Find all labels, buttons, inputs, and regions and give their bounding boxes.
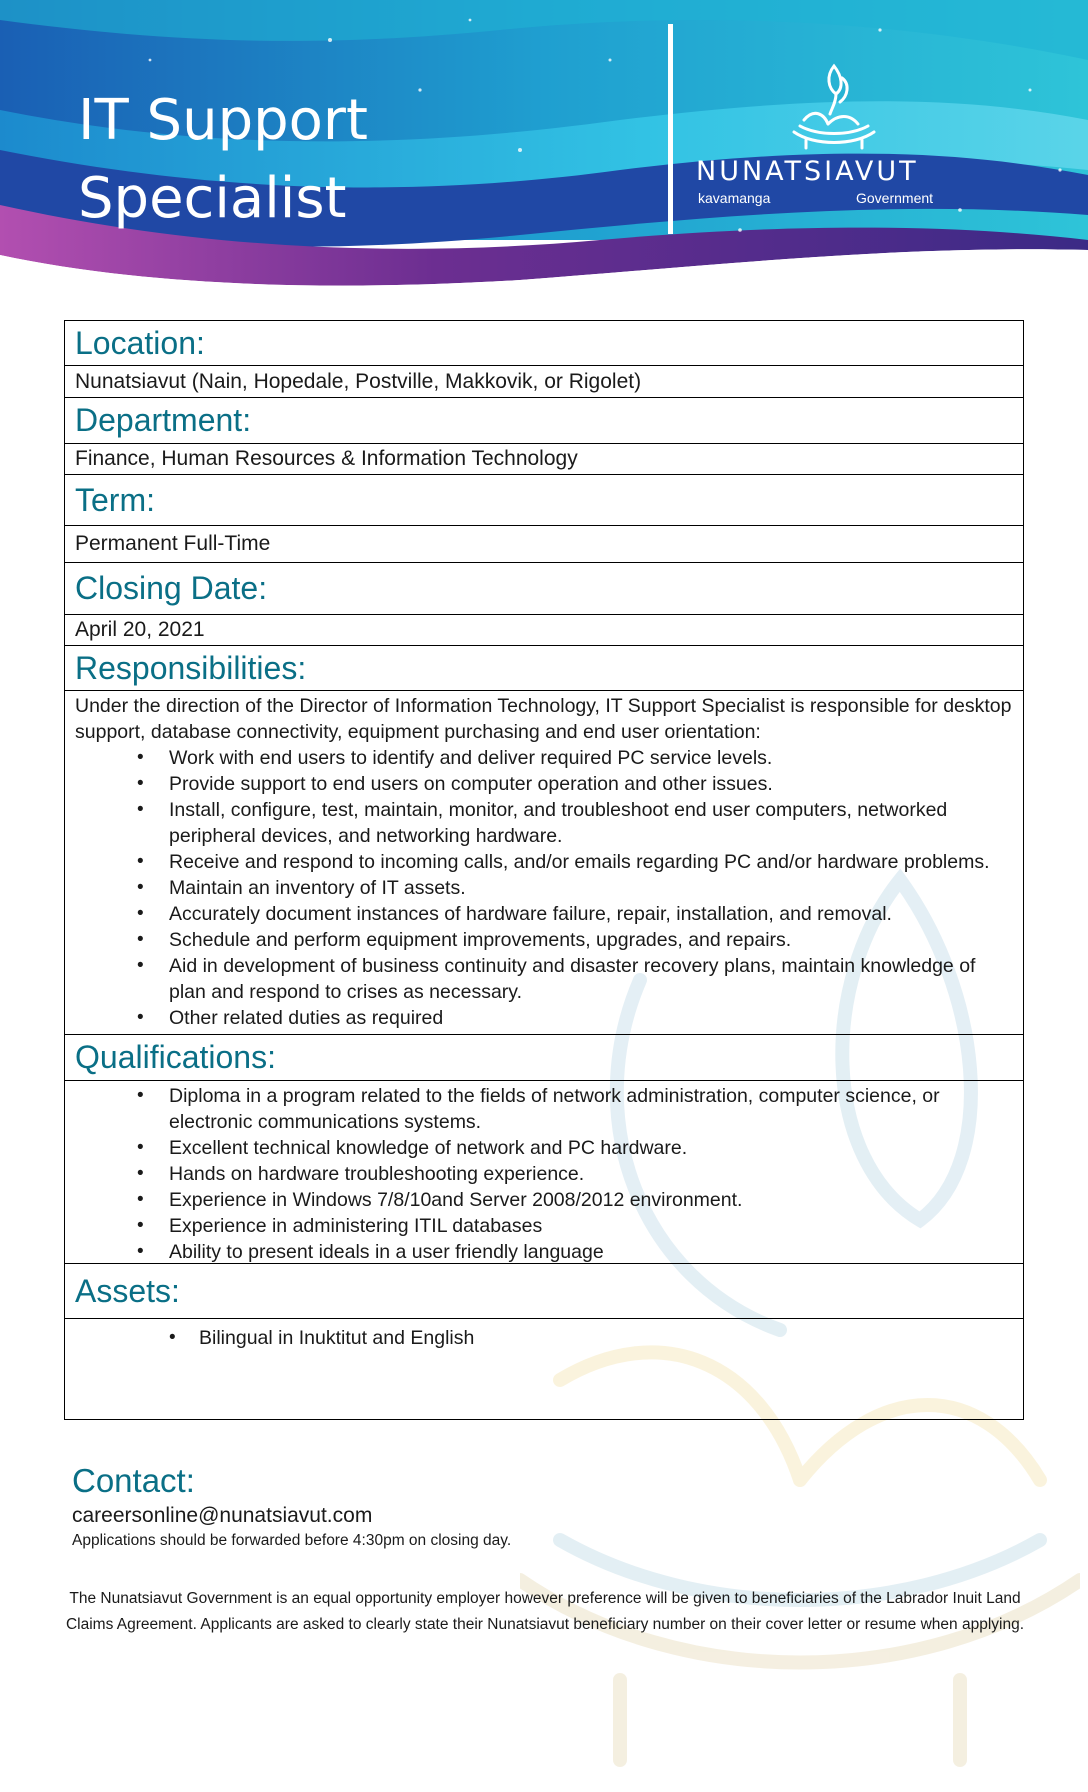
assets-list <box>65 1325 1023 1351</box>
term-heading: Term: <box>65 475 1023 526</box>
responsibilities-list <box>65 745 1023 1031</box>
responsibilities-section <box>65 691 1023 1035</box>
term-value: Permanent Full-Time <box>65 526 1023 563</box>
list-item: • Other related duties as required <box>65 1005 1003 1031</box>
assets-heading: Assets: <box>65 1264 1023 1319</box>
assets-section <box>65 1319 1023 1419</box>
job-title-line-1: IT Support <box>78 88 368 153</box>
responsibilities-heading: Responsibilities: <box>65 646 1023 691</box>
list-item: • Maintain an inventory of IT assets. <box>65 875 1003 901</box>
list-item: • Experience in Windows 7/8/10and Server 2008/2012 environment. <box>65 1187 1003 1213</box>
qualifications-heading: Qualifications: <box>65 1035 1023 1081</box>
application-deadline-note: Applications should be forwarded before 4:30pm on closing day. <box>72 1532 512 1549</box>
list-item: • Experience in administering ITIL databases <box>65 1213 1003 1239</box>
contact-section <box>72 1462 1032 1550</box>
contact-email-link[interactable]: careersonline@nunatsiavut.com <box>72 1504 373 1527</box>
department-heading: Department: <box>65 398 1023 444</box>
list-item: • Bilingual in Inuktitut and English <box>65 1325 1003 1351</box>
job-title-line-2: Specialist <box>78 166 347 231</box>
header-banner <box>0 0 1088 300</box>
department-value: Finance, Human Resources & Information Technology <box>65 444 1023 475</box>
logo-name: NUNATSIAVUT <box>696 156 919 187</box>
qualifications-section <box>65 1081 1023 1264</box>
location-heading: Location: <box>65 321 1023 366</box>
list-item: • Provide support to end users on computer operation and other issues. <box>65 771 1003 797</box>
list-item: • Aid in development of business continuity and disaster recovery plans, maintain knowledge of plan and respond to crises as necessary. <box>65 953 1003 1005</box>
job-title <box>78 82 368 238</box>
list-item: • Schedule and perform equipment improvements, upgrades, and repairs. <box>65 927 1003 953</box>
contact-heading: Contact: <box>72 1462 195 1499</box>
closing-date-value: April 20, 2021 <box>65 615 1023 646</box>
closing-date-heading: Closing Date: <box>65 563 1023 615</box>
list-item: • Accurately document instances of hardware failure, repair, installation, and removal. <box>65 901 1003 927</box>
nunatsiavut-logo <box>696 58 956 208</box>
logo-sub-english: Government <box>856 190 934 206</box>
list-item: • Excellent technical knowledge of network and PC hardware. <box>65 1135 1003 1161</box>
list-item: • Receive and respond to incoming calls, and/or emails regarding PC and/or hardware problems. <box>65 849 1003 875</box>
job-details-table <box>64 320 1024 1420</box>
equal-opportunity-statement: The Nunatsiavut Government is an equal opportunity employer however preference will be given to beneficiaries of the Labrador Inuit Land Claims Agreement. Applicants are asked to clearly state their Nunatsiavut beneficiary number on their cover letter or resume when applying. <box>65 1590 1025 1633</box>
inuksuk-qulliq-logo-icon <box>784 58 884 154</box>
logo-divider <box>668 24 673 234</box>
list-item: • Install, configure, test, maintain, monitor, and troubleshoot end user computers, networked peripheral devices, and networking hardware. <box>65 797 1003 849</box>
list-item: • Diploma in a program related to the fields of network administration, computer science, or electronic communications systems. <box>65 1083 1003 1135</box>
qualifications-list <box>65 1083 1023 1265</box>
logo-sub-inuktitut: kavamanga <box>698 190 771 206</box>
list-item: • Hands on hardware troubleshooting experience. <box>65 1161 1003 1187</box>
location-value: Nunatsiavut (Nain, Hopedale, Postville, Makkovik, or Rigolet) <box>65 366 1023 398</box>
responsibilities-intro: Under the direction of the Director of Information Technology, IT Support Specialist is responsible for desktop support, database connectivity, equipment purchasing and end user orientation: <box>75 695 1012 743</box>
list-item: • Work with end users to identify and deliver required PC service levels. <box>65 745 1003 771</box>
list-item: • Ability to present ideals in a user friendly language <box>65 1239 1003 1265</box>
